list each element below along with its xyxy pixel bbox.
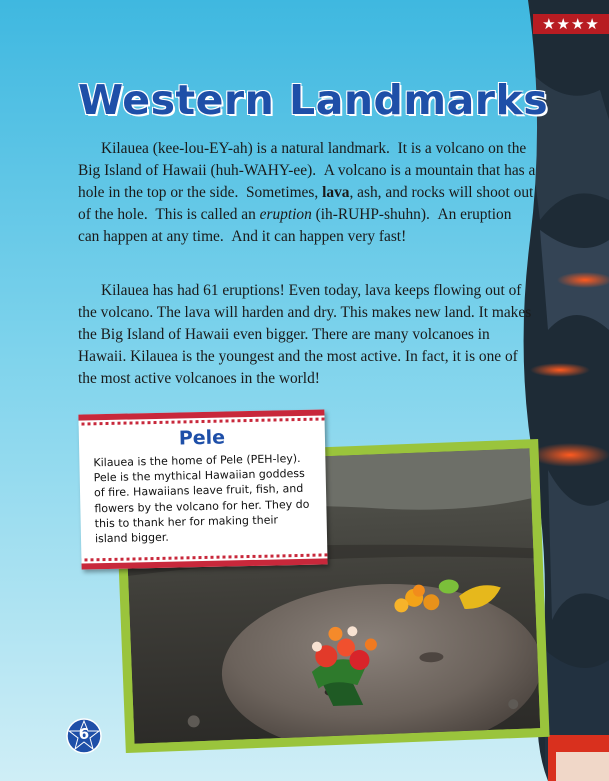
paragraph-kilauea-eruptions: Kilauea has had 61 eruptions! Even today, lava keeps flowing out of the volcano. The lava will harden and dry. This makes new land. It makes the Big Island of Hawaii even bigger. There are many volcanoes in Hawaii. Kilauea is the youngest and the most active. In fact, it is one of the most active volcanoes in the world! — [78, 282, 532, 387]
sidebar-heading: Pele — [178, 426, 226, 450]
sidebar-body: Kilauea is the home of Pele (PEH-ley). Pele is the mythical Hawaiian goddess of fire. Hawaiians leave fruit, fish, and flowers by the volcano for her. They do this to thank her for making their island bigger. — [93, 451, 310, 546]
page-number: 6 — [78, 725, 90, 743]
star-banner — [533, 14, 609, 34]
paragraph-kilauea-intro: Kilauea (kee-lou-EY-ah) is a natural landmark. It is a volcano on the Big Island of Hawaii (huh-WAHY-ee). A volcano is a mountain that has a hole in the top or the side. Sometimes, lava, ash, and rocks will shoot out of the hole. This is called an eruption (ih-RUHP-shuhn). An eruption can happen at any time. And it can happen very fast! — [78, 140, 536, 245]
star-icons: ★★★★ — [542, 15, 600, 33]
page-title: Western Landmarks — [78, 76, 549, 124]
pele-sidebar — [78, 409, 327, 569]
